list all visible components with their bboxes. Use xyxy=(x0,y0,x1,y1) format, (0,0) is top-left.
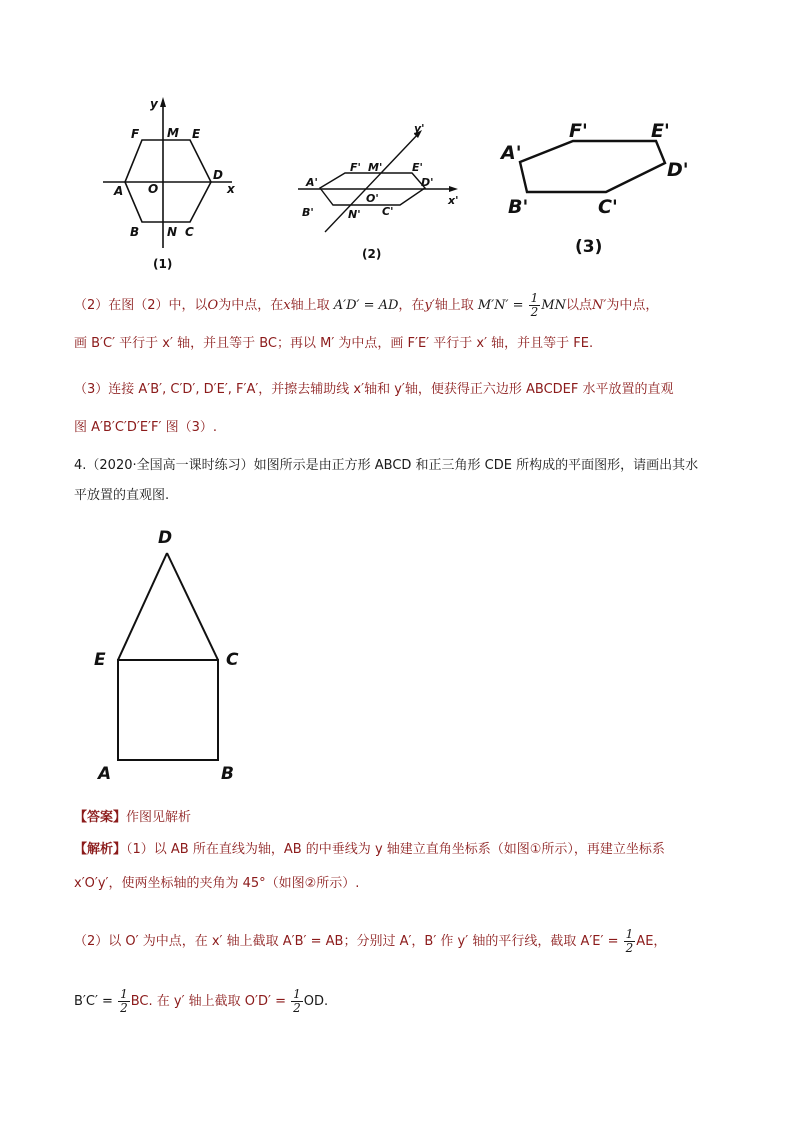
fig1-label-A: A xyxy=(114,184,124,198)
step3-line2: 图 A′B′C′D′E′F′ 图（3）. xyxy=(74,420,217,435)
analysis-line4-b: BC. 在 y′ 轴上截取 O′D′ = xyxy=(130,994,286,1009)
step2-half-fraction xyxy=(529,292,541,319)
house-label-C: C xyxy=(226,650,239,670)
step2-expr2-right: MN xyxy=(541,298,566,313)
fig3-label-F: F' xyxy=(569,120,588,142)
figure-2 xyxy=(298,130,458,232)
analysis-line4-num: 1 xyxy=(120,987,128,1001)
fig3-label-B: B' xyxy=(508,196,529,218)
fig3-label-E: E' xyxy=(651,120,670,142)
step2-line1 xyxy=(74,292,734,319)
answer-tag: 【答案】 xyxy=(74,810,127,825)
problem4-line1: 4.（2020·全国高一课时练习）如图所示是由正方形 ABCD 和正三角形 CDE 所构成的平面图形，请画出其水 xyxy=(74,458,699,473)
fig2-caption: (2) xyxy=(362,247,382,261)
fig2-label-E: E' xyxy=(412,161,423,174)
problem4-line2: 平放置的直观图. xyxy=(74,488,170,503)
fig1-caption: (1) xyxy=(153,257,173,271)
analysis-line3-den: 2 xyxy=(625,941,634,955)
fig3-label-A: A' xyxy=(501,142,522,164)
fig2-label-F: F' xyxy=(350,161,361,174)
step2-line2: 画 B′C′ 平行于 x′ 轴，并且等于 BC；再以 M′ 为中点，画 F′E′ 平行于 x′ 轴，并且等于 FE. xyxy=(74,336,594,351)
analysis-line4-den2: 2 xyxy=(293,1001,301,1015)
analysis-line3-fraction xyxy=(624,928,636,955)
fig2-label-O: O' xyxy=(366,192,379,205)
fig2-label-D: D' xyxy=(421,176,434,189)
fig2-label-N: N' xyxy=(348,208,361,221)
fig1-label-D: D xyxy=(213,168,223,182)
fig3-label-C: C' xyxy=(598,196,618,218)
step2-half-den: 2 xyxy=(530,305,539,319)
step2-text-f: 以点 xyxy=(565,298,592,313)
analysis-line4-a: B′C′ = xyxy=(74,994,113,1009)
step2-text-e: 轴上取 xyxy=(434,298,474,313)
step2-expr1: A′D′ = AD xyxy=(333,298,399,313)
analysis-line3-a: （2）以 O′ 为中点，在 x′ 轴上截取 A′B′ = AB；分别过 A′，B′ 作 y′ 轴的平行线，截取 A′E′ = xyxy=(74,934,619,949)
fig1-label-C: C xyxy=(185,225,194,239)
fig2-label-M: M' xyxy=(368,161,383,174)
step2-x: x xyxy=(283,298,291,313)
step2-text-b: 为中点，在 xyxy=(218,298,284,313)
hexagon-figures xyxy=(0,0,794,280)
fig3-label-D: D' xyxy=(667,159,689,181)
analysis-line3-num: 1 xyxy=(625,927,634,941)
square-triangle-figure xyxy=(0,515,300,795)
analysis-line4-den: 2 xyxy=(120,1001,128,1015)
step2-O: O xyxy=(207,298,219,313)
step2-y: y′ xyxy=(424,298,435,313)
fig1-label-F: F xyxy=(131,127,140,141)
fig2-label-y: y' xyxy=(414,122,425,135)
fig1-label-E: E xyxy=(192,127,201,141)
fig1-label-x: x xyxy=(227,182,235,196)
step2-text-a: （2）在图（2）中，以 xyxy=(74,298,208,313)
step2-N: N′ xyxy=(592,298,607,313)
analysis-line1 xyxy=(74,840,734,860)
analysis-tag: 【解析】 xyxy=(74,842,127,857)
step2-text-g: 为中点， xyxy=(606,298,659,313)
step2-expr2-left: M′N′ = xyxy=(477,298,524,313)
analysis-line4-fraction-2 xyxy=(291,988,303,1015)
step2-text-d: ，在 xyxy=(398,298,425,313)
figure-3 xyxy=(520,141,665,192)
fig2-label-x: x' xyxy=(448,194,459,207)
analysis-line4-num2: 1 xyxy=(293,987,301,1001)
fig2-label-C: C' xyxy=(382,205,394,218)
fig1-label-B: B xyxy=(130,225,140,239)
analysis-line4-fraction-1 xyxy=(118,988,130,1015)
fig3-caption: (3) xyxy=(575,237,603,257)
answer-line xyxy=(74,808,734,828)
analysis-line1-text: （1）以 AB 所在直线为轴，AB 的中垂线为 y 轴建立直角坐标系（如图①所示），再建立坐标系 xyxy=(126,842,665,857)
fig1-label-N: N xyxy=(167,225,178,239)
house-label-D: D xyxy=(158,528,173,548)
fig1-label-M: M xyxy=(167,126,179,140)
fig1-label-O: O xyxy=(148,182,159,196)
analysis-line2: x′O′y′，使两坐标轴的夹角为 45°（如图②所示）. xyxy=(74,876,360,891)
fig2-label-A: A' xyxy=(306,176,318,189)
house-label-E: E xyxy=(94,650,106,670)
fig2-label-B: B' xyxy=(302,206,314,219)
answer-text: 作图见解析 xyxy=(126,810,192,825)
analysis-line3-b: AE， xyxy=(636,934,667,949)
analysis-line4 xyxy=(74,988,734,1015)
step2-half-num: 1 xyxy=(530,291,539,305)
step3-line1: （3）连接 A′B′, C′D′, D′E′, F′A′，并擦去辅助线 x′轴和 y′轴，便获得正六边形 ABCDEF 水平放置的直观 xyxy=(74,382,674,397)
analysis-line4-c: OD. xyxy=(303,994,329,1009)
fig1-label-y: y xyxy=(150,97,158,111)
analysis-line3 xyxy=(74,928,734,955)
step2-text-c: 轴上取 xyxy=(290,298,330,313)
house-label-B: B xyxy=(221,764,234,784)
house-label-A: A xyxy=(98,764,112,784)
